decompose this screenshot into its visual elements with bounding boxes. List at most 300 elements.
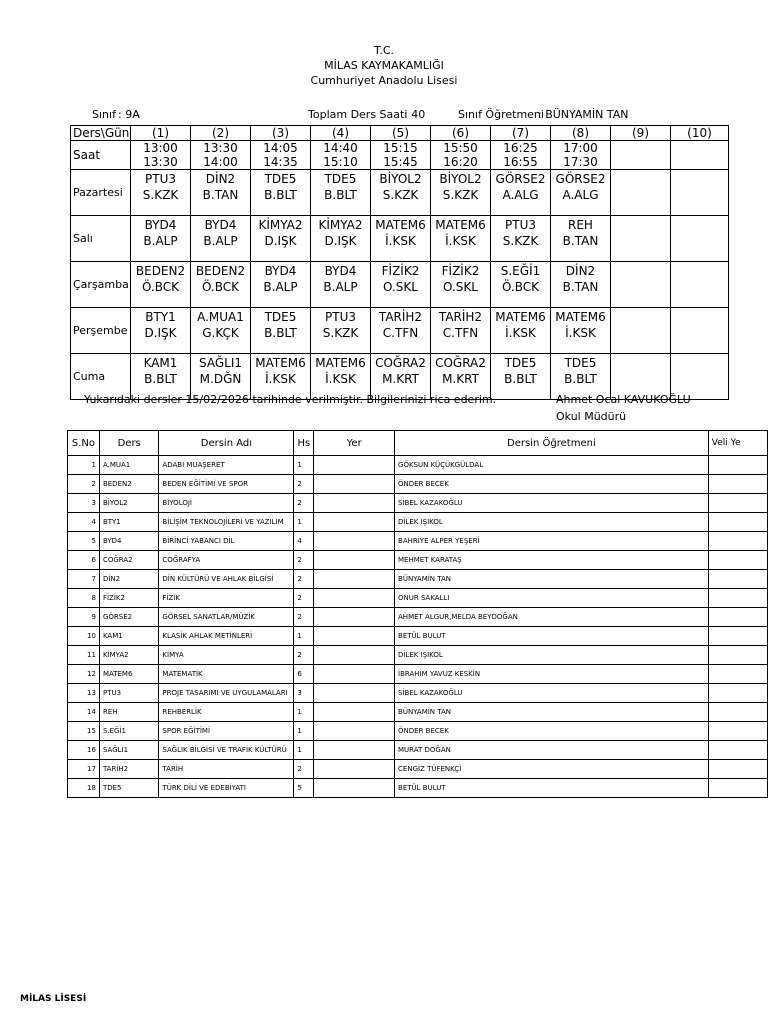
lesson-cell — [191, 308, 251, 354]
lesson-teacher: S.KZK — [442, 188, 479, 202]
course-code: KİMYA2 — [99, 646, 158, 665]
lesson-teacher: D.IŞK — [264, 234, 297, 248]
lesson-teacher: A.ALG — [502, 188, 539, 202]
course-name: PROJE TASARIMI VE UYGULAMALARI — [159, 684, 294, 703]
course-row — [68, 494, 768, 513]
course-teacher: ÖNDER BECEK — [395, 722, 709, 741]
period-time — [311, 141, 371, 170]
course-code: TARİH2 — [99, 760, 158, 779]
day-row — [71, 308, 729, 354]
lesson-teacher: B.BLT — [504, 372, 537, 386]
course-room — [314, 589, 395, 608]
lesson-cell — [611, 170, 671, 216]
lesson-cell — [131, 308, 191, 354]
period-number: (2) — [191, 126, 251, 141]
course-code: REH — [99, 703, 158, 722]
lesson-code: KAM1 — [143, 356, 178, 370]
course-hours: 2 — [294, 608, 314, 627]
period-time — [551, 141, 611, 170]
period-time — [191, 141, 251, 170]
course-room — [314, 779, 395, 798]
course-row — [68, 741, 768, 760]
lesson-teacher: B.BLT — [264, 326, 297, 340]
period-start: 15:50 — [443, 141, 478, 155]
course-row — [68, 646, 768, 665]
lesson-cell — [611, 216, 671, 262]
lesson-cell — [671, 308, 729, 354]
course-teacher: BETÜL BULUT — [395, 779, 709, 798]
lesson-cell — [551, 170, 611, 216]
period-start: 15:15 — [383, 141, 418, 155]
course-no: 16 — [68, 741, 100, 760]
lesson-cell — [311, 262, 371, 308]
course-code: BİYOL2 — [99, 494, 158, 513]
course-name: BİRİNCİ YABANCI DİL — [159, 532, 294, 551]
course-no: 12 — [68, 665, 100, 684]
toplam-label: Toplam Ders Saati — [308, 108, 408, 121]
course-teacher: ÖNDER BECEK — [395, 475, 709, 494]
lesson-code: TDE5 — [564, 356, 597, 370]
course-room — [314, 741, 395, 760]
lesson-cell — [371, 170, 431, 216]
course-teacher: MURAT DOĞAN — [395, 741, 709, 760]
col-header-adi: Dersin Adı — [159, 431, 294, 456]
course-name: BEDEN EĞİTİMİ VE SPOR — [159, 475, 294, 494]
course-hours: 5 — [294, 779, 314, 798]
course-veli — [708, 456, 767, 475]
lesson-code: MATEM6 — [495, 310, 546, 324]
lesson-cell — [611, 262, 671, 308]
course-teacher: DİLEK IŞIKOL — [395, 513, 709, 532]
lesson-code: REH — [568, 218, 593, 232]
course-teacher: AHMET ALGUR,MELDA BEYDOĞAN — [395, 608, 709, 627]
lesson-cell — [311, 216, 371, 262]
course-code: KAM1 — [99, 627, 158, 646]
day-name: Perşembe — [71, 308, 131, 354]
header-line1: T.C. — [373, 44, 395, 57]
lesson-cell — [251, 170, 311, 216]
day-row — [71, 262, 729, 308]
lesson-cell — [431, 216, 491, 262]
schedule-note: Yukarıdaki dersler 15/02/2026 tarihinde verilmiştir. Bilgilerinizi rica ederim. — [84, 393, 497, 406]
lesson-code: BTY1 — [145, 310, 176, 324]
course-hours: 2 — [294, 646, 314, 665]
course-no: 15 — [68, 722, 100, 741]
course-name: DİN KÜLTÜRÜ VE AHLAK BİLGİSİ — [159, 570, 294, 589]
day-row — [71, 216, 729, 262]
course-code: GÖRSE2 — [99, 608, 158, 627]
course-veli — [708, 646, 767, 665]
course-code: MATEM6 — [99, 665, 158, 684]
principal-title: Okul Müdürü — [556, 410, 627, 423]
period-end: 14:35 — [263, 155, 298, 169]
lesson-code: FİZİK2 — [381, 264, 420, 278]
course-teacher: BÜNYAMİN TAN — [395, 703, 709, 722]
course-no: 18 — [68, 779, 100, 798]
lesson-code: BİYOL2 — [439, 172, 482, 186]
period-number: (9) — [611, 126, 671, 141]
course-teacher: SİBEL KAZAKOĞLU — [395, 684, 709, 703]
course-room — [314, 760, 395, 779]
course-teacher: BÜNYAMİN TAN — [395, 570, 709, 589]
lesson-teacher: İ.KSK — [565, 326, 596, 340]
course-hours: 2 — [294, 570, 314, 589]
course-code: A.MUA1 — [99, 456, 158, 475]
course-code: DİN2 — [99, 570, 158, 589]
course-row — [68, 589, 768, 608]
course-row — [68, 570, 768, 589]
lesson-cell — [551, 216, 611, 262]
course-row — [68, 551, 768, 570]
lesson-teacher: B.ALP — [263, 280, 298, 294]
lesson-cell — [671, 216, 729, 262]
col-header-ogretmen: Dersin Öğretmeni — [395, 431, 709, 456]
course-room — [314, 456, 395, 475]
toplam-value: : 40 — [404, 108, 426, 121]
lesson-teacher: M.DĞN — [199, 372, 242, 386]
course-veli — [708, 703, 767, 722]
course-no: 6 — [68, 551, 100, 570]
course-hours: 1 — [294, 722, 314, 741]
schedule-table — [70, 125, 729, 400]
course-hours: 2 — [294, 475, 314, 494]
course-name: TARİH — [159, 760, 294, 779]
lesson-teacher: S.KZK — [142, 188, 179, 202]
lesson-teacher: D.IŞK — [144, 326, 177, 340]
lesson-teacher: B.ALP — [323, 280, 358, 294]
period-time — [671, 141, 729, 170]
course-veli — [708, 475, 767, 494]
course-hours: 3 — [294, 684, 314, 703]
lesson-teacher: B.BLT — [264, 188, 297, 202]
course-name: COĞRAFYA — [159, 551, 294, 570]
lesson-code: MATEM6 — [555, 310, 606, 324]
course-hours: 1 — [294, 741, 314, 760]
lesson-cell — [491, 170, 551, 216]
period-number: (8) — [551, 126, 611, 141]
course-code: S.EĞİ1 — [99, 722, 158, 741]
course-room — [314, 665, 395, 684]
lesson-code: KİMYA2 — [258, 218, 303, 232]
course-name: BİYOLOJİ — [159, 494, 294, 513]
course-veli — [708, 665, 767, 684]
sinif-value: : 9A — [118, 108, 140, 121]
lesson-teacher: B.TAN — [562, 280, 599, 294]
period-end: 13:30 — [143, 155, 178, 169]
course-row — [68, 475, 768, 494]
lesson-cell — [491, 354, 551, 400]
course-teacher: BETÜL BULUT — [395, 627, 709, 646]
course-name: SPOR EĞİTİMİ — [159, 722, 294, 741]
header-line2: MİLAS KAYMAKAMLIĞI — [324, 59, 444, 72]
lesson-teacher: B.BLT — [564, 372, 597, 386]
period-start: 13:30 — [203, 141, 238, 155]
lesson-teacher: Ö.BCK — [201, 280, 240, 294]
period-start: 14:40 — [323, 141, 358, 155]
course-code: BEDEN2 — [99, 475, 158, 494]
lesson-code: GÖRSE2 — [555, 172, 606, 186]
period-end: 16:20 — [443, 155, 478, 169]
period-end: 15:45 — [383, 155, 418, 169]
lesson-code: MATEM6 — [315, 356, 366, 370]
course-room — [314, 722, 395, 741]
course-no: 5 — [68, 532, 100, 551]
lesson-cell — [491, 308, 551, 354]
period-number: (7) — [491, 126, 551, 141]
course-no: 2 — [68, 475, 100, 494]
course-room — [314, 551, 395, 570]
lesson-teacher: İ.KSK — [385, 234, 416, 248]
course-teacher: BAHRİYE ALPER YEŞERİ — [395, 532, 709, 551]
ogretmen-value: : BÜNYAMİN TAN — [538, 108, 629, 121]
lesson-cell — [611, 308, 671, 354]
course-no: 1 — [68, 456, 100, 475]
lesson-code: DİN2 — [205, 172, 236, 186]
day-name: Çarşamba — [71, 262, 131, 308]
course-hours: 1 — [294, 513, 314, 532]
course-row — [68, 703, 768, 722]
col-header-ders: Ders — [99, 431, 158, 456]
course-hours: 4 — [294, 532, 314, 551]
lesson-teacher: B.BLT — [144, 372, 177, 386]
course-veli — [708, 494, 767, 513]
principal-name: Ahmet Ocal KAVUKOĞLU — [556, 393, 691, 406]
lesson-code: BYD4 — [264, 264, 297, 278]
lesson-teacher: C.TFN — [442, 326, 479, 340]
lesson-teacher: İ.KSK — [445, 234, 476, 248]
course-name: SAĞLIK BİLGİSİ VE TRAFİK KÜLTÜRÜ — [159, 741, 294, 760]
course-veli — [708, 684, 767, 703]
lesson-teacher: B.TAN — [562, 234, 599, 248]
time-row — [71, 141, 729, 170]
lesson-cell — [191, 216, 251, 262]
lesson-teacher: D.IŞK — [324, 234, 357, 248]
course-veli — [708, 627, 767, 646]
lesson-code: BEDEN2 — [195, 264, 246, 278]
course-row — [68, 665, 768, 684]
col-header-yer: Yer — [314, 431, 395, 456]
lesson-code: TDE5 — [264, 172, 297, 186]
course-no: 17 — [68, 760, 100, 779]
period-number: (1) — [131, 126, 191, 141]
course-veli — [708, 570, 767, 589]
lesson-code: PTU3 — [145, 172, 176, 186]
course-name: REHBERLİK — [159, 703, 294, 722]
course-code: COĞRA2 — [99, 551, 158, 570]
course-teacher: İBRAHİM YAVUZ KESKİN — [395, 665, 709, 684]
lesson-teacher: S.KZK — [322, 326, 359, 340]
lesson-code: GÖRSE2 — [495, 172, 546, 186]
header-line3: Cumhuriyet Anadolu Lisesi — [310, 74, 458, 87]
course-row — [68, 779, 768, 798]
lesson-cell — [431, 170, 491, 216]
day-name: Pazartesi — [71, 170, 131, 216]
lesson-code: SAĞLI1 — [199, 356, 242, 370]
course-no: 3 — [68, 494, 100, 513]
lesson-code: TDE5 — [504, 356, 537, 370]
course-veli — [708, 608, 767, 627]
course-hours: 6 — [294, 665, 314, 684]
lesson-cell — [491, 216, 551, 262]
period-end: 14:00 — [203, 155, 238, 169]
course-code: BYD4 — [99, 532, 158, 551]
course-no: 8 — [68, 589, 100, 608]
lesson-code: BİYOL2 — [379, 172, 422, 186]
lesson-cell — [431, 308, 491, 354]
course-hours: 2 — [294, 551, 314, 570]
course-name: FİZİK — [159, 589, 294, 608]
lesson-code: TARİH2 — [378, 310, 423, 324]
lesson-code: TDE5 — [324, 172, 357, 186]
course-room — [314, 494, 395, 513]
course-room — [314, 475, 395, 494]
course-row — [68, 722, 768, 741]
course-veli — [708, 589, 767, 608]
lesson-teacher: B.BLT — [324, 188, 357, 202]
course-name: TÜRK DİLİ VE EDEBİYATI — [159, 779, 294, 798]
period-number: (10) — [671, 126, 729, 141]
course-room — [314, 608, 395, 627]
lesson-teacher: Ö.BCK — [501, 280, 540, 294]
course-no: 9 — [68, 608, 100, 627]
course-no: 10 — [68, 627, 100, 646]
lesson-cell — [551, 262, 611, 308]
day-name: Cuma — [71, 354, 131, 400]
lesson-code: PTU3 — [505, 218, 536, 232]
lesson-cell — [131, 170, 191, 216]
lesson-code: S.EĞİ1 — [500, 264, 541, 278]
course-teacher: SİBEL KAZAKOĞLU — [395, 494, 709, 513]
course-teacher: MEHMET KARATAŞ — [395, 551, 709, 570]
course-header-row — [68, 431, 768, 456]
lesson-cell — [431, 262, 491, 308]
lesson-code: MATEM6 — [375, 218, 426, 232]
lesson-teacher: M.KRT — [382, 372, 419, 386]
lesson-code: MATEM6 — [255, 356, 306, 370]
course-row — [68, 456, 768, 475]
lesson-code: KİMYA2 — [318, 218, 363, 232]
period-number: (6) — [431, 126, 491, 141]
lesson-code: COĞRA2 — [435, 356, 486, 370]
course-no: 14 — [68, 703, 100, 722]
lesson-cell — [371, 216, 431, 262]
course-name: KLASİK AHLAK METİNLERİ — [159, 627, 294, 646]
course-teacher: CENGİZ TÜFENKÇİ — [395, 760, 709, 779]
course-hours: 2 — [294, 760, 314, 779]
saat-label: Saat — [71, 141, 131, 170]
day-row — [71, 170, 729, 216]
course-name: BİLİŞİM TEKNOLOJİLERİ VE YAZILIM — [159, 513, 294, 532]
day-name: Salı — [71, 216, 131, 262]
course-no: 7 — [68, 570, 100, 589]
footer-school: MİLAS LİSESİ — [20, 994, 87, 1004]
lesson-cell — [311, 170, 371, 216]
course-row — [68, 760, 768, 779]
course-room — [314, 684, 395, 703]
lesson-code: COĞRA2 — [375, 356, 426, 370]
period-number: (3) — [251, 126, 311, 141]
lesson-cell — [251, 308, 311, 354]
lesson-code: BYD4 — [324, 264, 357, 278]
ogretmen-label: Sınıf Öğretmeni — [458, 108, 544, 121]
lesson-cell — [671, 170, 729, 216]
lesson-teacher: A.ALG — [562, 188, 599, 202]
lesson-cell — [251, 262, 311, 308]
course-room — [314, 532, 395, 551]
period-end: 17:30 — [563, 155, 598, 169]
course-name: MATEMATİK — [159, 665, 294, 684]
course-teacher: ONUR SAKALLI — [395, 589, 709, 608]
lesson-cell — [251, 216, 311, 262]
period-start: 14:05 — [263, 141, 298, 155]
lesson-teacher: S.KZK — [502, 234, 539, 248]
period-time — [371, 141, 431, 170]
lesson-code: A.MUA1 — [197, 310, 244, 324]
lesson-teacher: B.TAN — [202, 188, 239, 202]
lesson-code: FİZİK2 — [441, 264, 480, 278]
course-veli — [708, 779, 767, 798]
lesson-teacher: S.KZK — [382, 188, 419, 202]
lesson-teacher: C.TFN — [382, 326, 419, 340]
course-veli — [708, 513, 767, 532]
col-header-veli: Veli Ye — [708, 431, 767, 456]
course-no: 11 — [68, 646, 100, 665]
period-number: (5) — [371, 126, 431, 141]
course-hours: 1 — [294, 703, 314, 722]
course-veli — [708, 760, 767, 779]
course-row — [68, 532, 768, 551]
period-end: 15:10 — [323, 155, 358, 169]
period-number: (4) — [311, 126, 371, 141]
course-no: 13 — [68, 684, 100, 703]
course-veli — [708, 741, 767, 760]
lesson-teacher: O.SKL — [443, 280, 478, 294]
lesson-cell — [491, 262, 551, 308]
lesson-code: BEDEN2 — [135, 264, 186, 278]
course-code: PTU3 — [99, 684, 158, 703]
lesson-code: PTU3 — [325, 310, 356, 324]
lesson-code: BYD4 — [204, 218, 237, 232]
period-time — [611, 141, 671, 170]
period-time — [131, 141, 191, 170]
period-start: 13:00 — [143, 141, 178, 155]
lesson-teacher: O.SKL — [383, 280, 418, 294]
lesson-teacher: İ.KSK — [505, 326, 536, 340]
lesson-code: TDE5 — [264, 310, 297, 324]
lesson-cell — [311, 308, 371, 354]
course-hours: 2 — [294, 589, 314, 608]
lesson-cell — [131, 262, 191, 308]
course-room — [314, 513, 395, 532]
course-name: ADABI MUAŞERET — [159, 456, 294, 475]
course-veli — [708, 532, 767, 551]
course-code: BTY1 — [99, 513, 158, 532]
period-time — [491, 141, 551, 170]
lesson-code: MATEM6 — [435, 218, 486, 232]
lesson-teacher: Ö.BCK — [141, 280, 180, 294]
corner-cell: Ders\Gün — [71, 126, 131, 141]
lesson-cell — [131, 216, 191, 262]
course-hours: 2 — [294, 494, 314, 513]
col-header-sno: S.No — [68, 431, 100, 456]
period-number-row — [71, 126, 729, 141]
course-room — [314, 646, 395, 665]
lesson-cell — [671, 262, 729, 308]
course-teacher: GÖKSUN KÜÇÜKGÜLDAL — [395, 456, 709, 475]
course-row — [68, 513, 768, 532]
course-veli — [708, 722, 767, 741]
lesson-code: BYD4 — [144, 218, 177, 232]
